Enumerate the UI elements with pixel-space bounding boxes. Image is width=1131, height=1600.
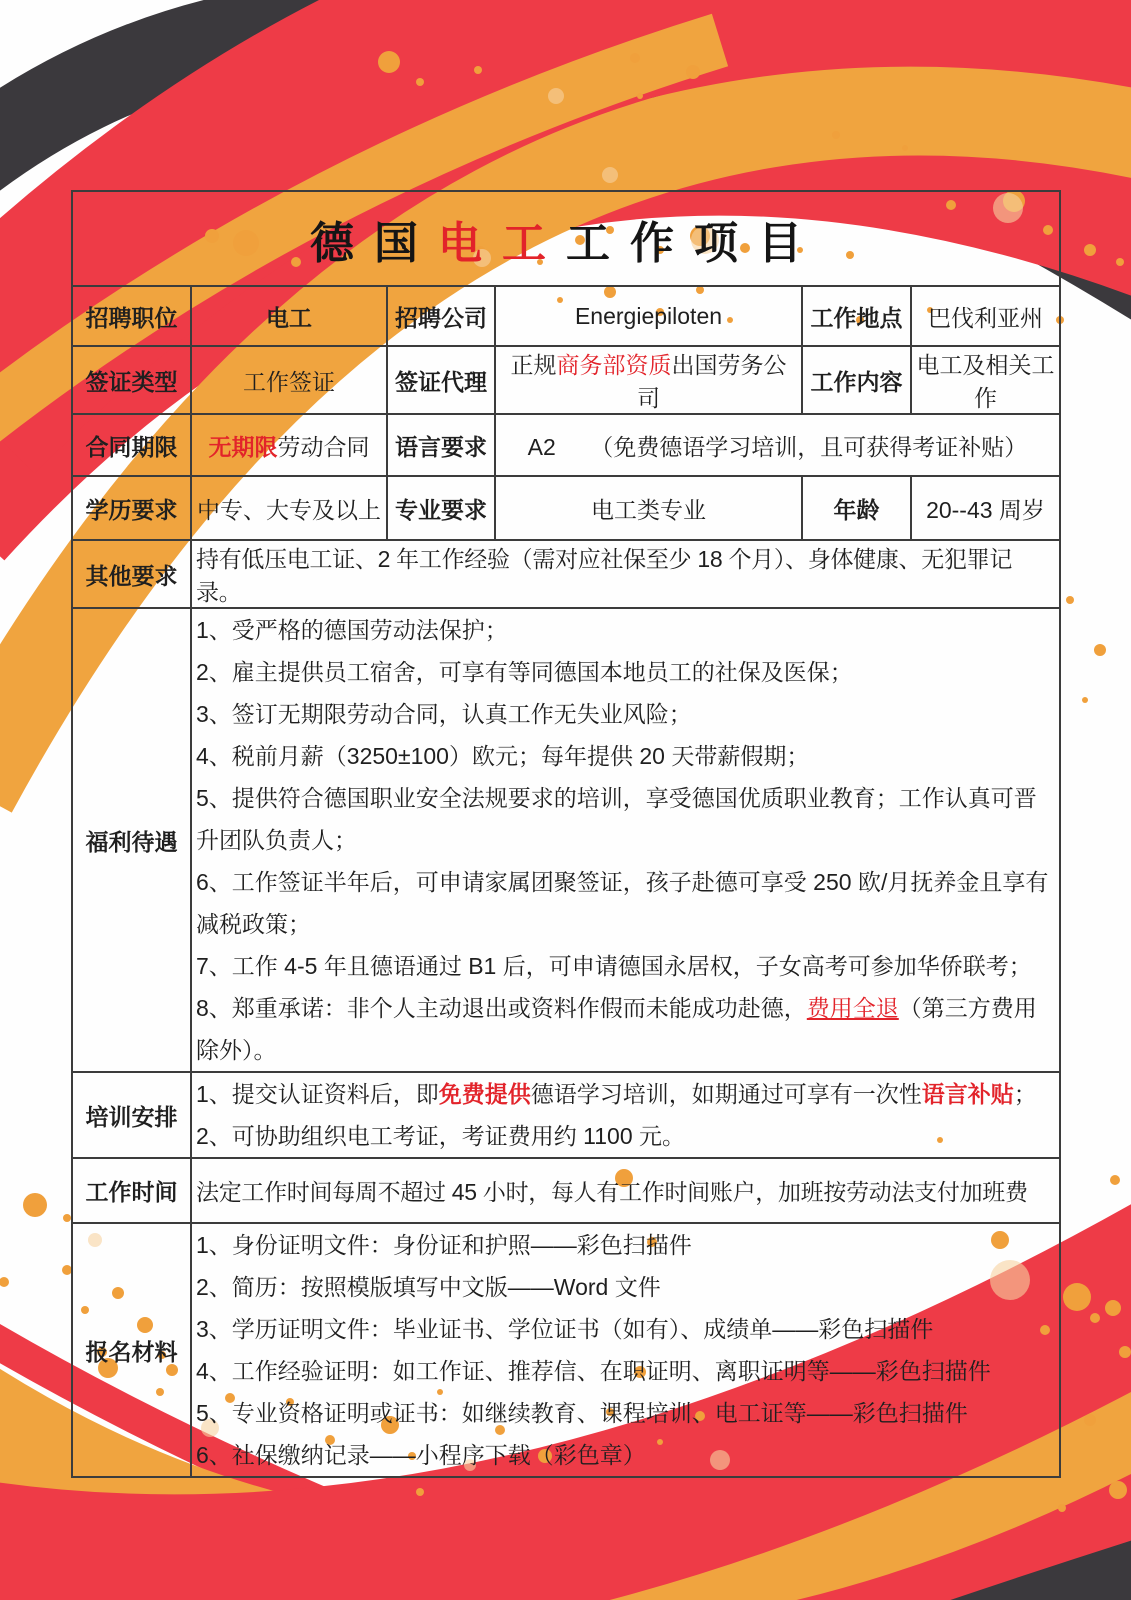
value-worktime: 法定工作时间每周不超过 45 小时，每人有工作时间账户，加班按劳动法支付加班费 — [191, 1158, 1060, 1223]
row-training — [72, 1072, 1060, 1158]
label-worktime: 工作时间 — [72, 1158, 191, 1223]
label-work-content: 工作内容 — [802, 346, 911, 414]
value-recruit-position: 电工 — [191, 286, 387, 346]
row-other-requirements — [72, 540, 1060, 608]
row-benefits — [72, 608, 1060, 1072]
poster-title: 德国电工工作项目 — [310, 218, 822, 268]
label-visa-agent: 签证代理 — [387, 346, 495, 414]
title-cell — [72, 191, 1060, 286]
row-materials — [72, 1223, 1060, 1477]
row-visa — [72, 346, 1060, 414]
row-education — [72, 476, 1060, 540]
value-company: Energiepiloten — [495, 286, 802, 346]
label-age: 年龄 — [802, 476, 911, 540]
training-item: 2、可协助组织电工考证，考证费用约 1100 元。 — [196, 1123, 686, 1149]
value-visa-type: 工作签证 — [191, 346, 387, 414]
value-language: A2 （免费德语学习培训，且可获得考证补贴） — [495, 414, 1060, 476]
benefit-item: 3、签订无期限劳动合同，认真工作无失业风险； — [196, 701, 692, 727]
row-worktime — [72, 1158, 1060, 1223]
value-other-requirements: 持有低压电工证、2 年工作经验（需对应社保至少 18 个月）、身体健康、无犯罪记录。 — [191, 540, 1060, 608]
title-row — [72, 191, 1060, 286]
row-contract — [72, 414, 1060, 476]
label-other-requirements: 其他要求 — [72, 540, 191, 608]
material-item: 6、社保缴纳记录——小程序下载（彩色章） — [196, 1442, 646, 1468]
benefits-list — [191, 608, 1060, 1072]
material-item: 1、身份证明文件：身份证和护照——彩色扫描件 — [196, 1232, 692, 1258]
value-contract: 无期限劳动合同 — [191, 414, 387, 476]
label-company: 招聘公司 — [387, 286, 495, 346]
value-education: 中专、大专及以上 — [191, 476, 387, 540]
value-location: 巴伐利亚州 — [911, 286, 1060, 346]
label-benefits: 福利待遇 — [72, 608, 191, 1072]
materials-list — [191, 1223, 1060, 1477]
label-visa-type: 签证类型 — [72, 346, 191, 414]
benefit-item: 6、工作签证半年后，可申请家属团聚签证，孩子赴德可享受 250 欧/月抚养金且享有减税政策； — [196, 869, 1049, 937]
training-list — [191, 1072, 1060, 1158]
label-language: 语言要求 — [387, 414, 495, 476]
benefit-item: 2、雇主提供员工宿舍，可享有等同德国本地员工的社保及医保； — [196, 659, 853, 685]
label-materials: 报名材料 — [72, 1223, 191, 1477]
benefit-item: 8、郑重承诺：非个人主动退出或资料作假而未能成功赴德，费用全退（第三方费用除外）。 — [196, 995, 1037, 1063]
benefit-item: 5、提供符合德国职业安全法规要求的培训，享受德国优质职业教育；工作认真可晋升团队负责人； — [196, 785, 1037, 853]
benefit-item: 1、受严格的德国劳动法保护； — [196, 617, 508, 643]
value-major: 电工类专业 — [495, 476, 802, 540]
label-training: 培训安排 — [72, 1072, 191, 1158]
material-item: 2、简历：按照模版填写中文版——Word 文件 — [196, 1274, 661, 1300]
label-location: 工作地点 — [802, 286, 911, 346]
label-recruit-position: 招聘职位 — [72, 286, 191, 346]
benefit-item: 7、工作 4-5 年且德语通过 B1 后，可申请德国永居权，子女高考可参加华侨联考； — [196, 953, 1032, 979]
label-education: 学历要求 — [72, 476, 191, 540]
material-item: 5、专业资格证明或证书：如继续教育、课程培训、电工证等——彩色扫描件 — [196, 1400, 968, 1426]
row-position — [72, 286, 1060, 346]
material-item: 4、工作经验证明：如工作证、推荐信、在职证明、离职证明等——彩色扫描件 — [196, 1358, 991, 1384]
benefit-item: 4、税前月薪（3250±100）欧元；每年提供 20 天带薪假期； — [196, 743, 810, 769]
label-contract: 合同期限 — [72, 414, 191, 476]
label-major: 专业要求 — [387, 476, 495, 540]
job-info-table — [71, 190, 1061, 1478]
material-item: 3、学历证明文件：毕业证书、学位证书（如有）、成绩单——彩色扫描件 — [196, 1316, 934, 1342]
value-age: 20--43 周岁 — [911, 476, 1060, 540]
value-visa-agent: 正规商务部资质出国劳务公司 — [495, 346, 802, 414]
training-item: 1、提交认证资料后，即免费提供德语学习培训，如期通过可享有一次性语言补贴； — [196, 1081, 1037, 1107]
value-work-content: 电工及相关工作 — [911, 346, 1060, 414]
